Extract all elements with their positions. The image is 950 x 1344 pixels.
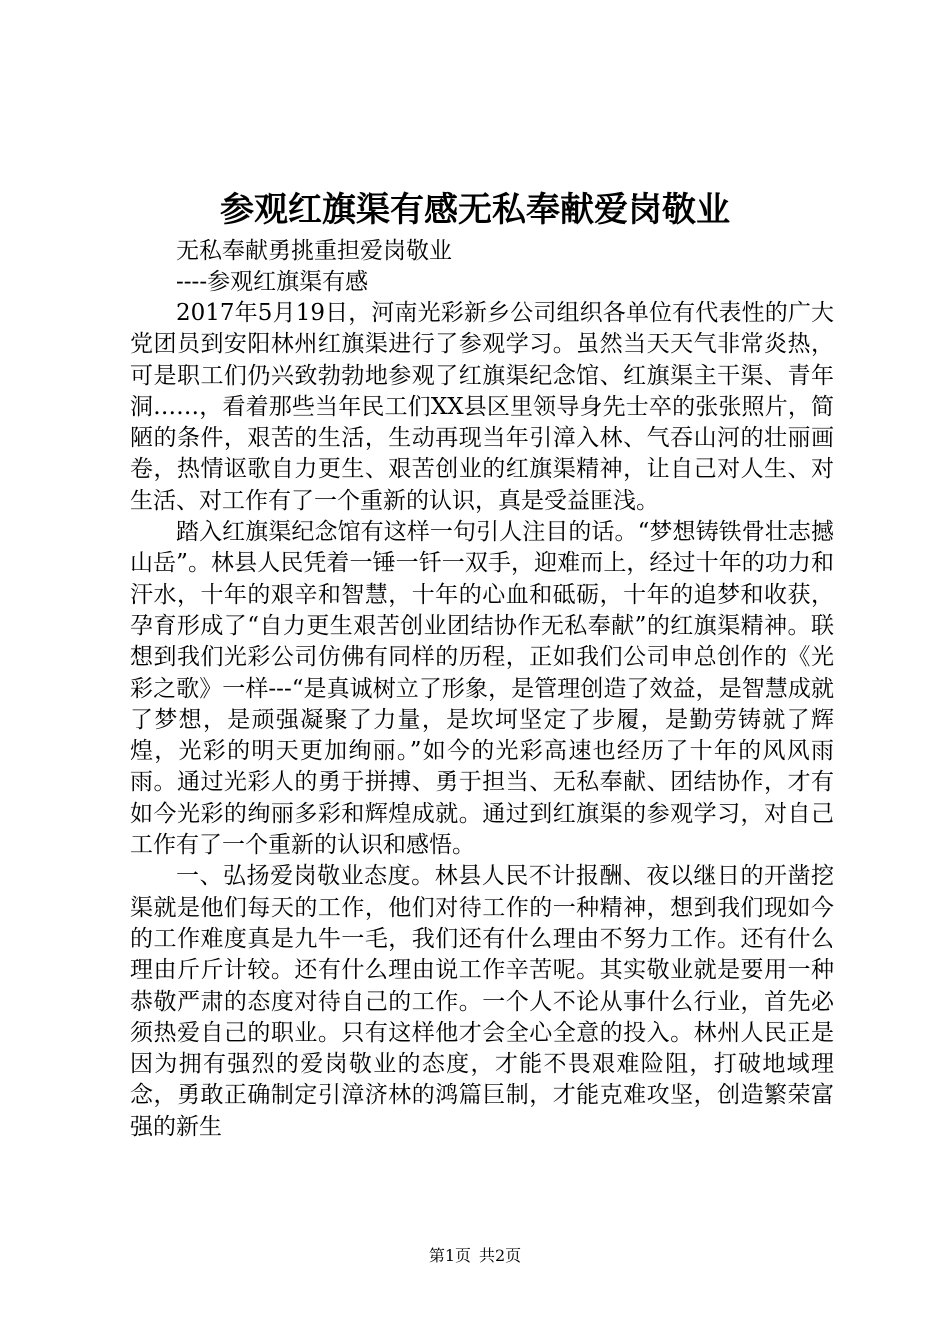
document-body <box>130 236 834 1143</box>
subtitle-line: ----参观红旗渠有感 <box>176 269 369 295</box>
paragraph: 踏入红旗渠纪念馆有这样一句引人注目的话。“梦想铸铁骨壮志撼山岳”。林县人民凭着一锤一钎一双手，迎难而上，经过十年的功力和汗水，十年的艰辛和智慧，十年的心血和砥砺，十年的追梦和收获，孕育形成了“自力更生艰苦创业团结协作无私奉献”的红旗渠精神。联想到我们光彩公司仿佛有同样的历程，正如我们公司申总创作的《光彩之歌》一样---“是真诚树立了形象，是管理创造了效益，是智慧成就了梦想，是顽强凝聚了力量，是坎坷坚定了步履，是勤劳铸就了辉煌，光彩的明天更加绚丽。”如今的光彩高速也经历了十年的风风雨雨。通过光彩人的勇于拼搏、勇于担当、无私奉献、团结协作，才有如今光彩的绚丽多彩和辉煌成就。通过到红旗渠的参观学习，对自己工作有了一个重新的认识和感悟。 <box>130 519 834 859</box>
page-footer <box>0 1245 950 1267</box>
subtitle-line: 无私奉献勇挑重担爱岗敬业 <box>176 238 452 264</box>
paragraph: 一、弘扬爱岗敬业态度。林县人民不计报酬、夜以继日的开凿挖渠就是他们每天的工作，他们对待工作的一种精神，想到我们现如今的工作难度真是九牛一毛，我们还有什么理由不努力工作。还有什么理由斤斤计较。还有什么理由说工作辛苦呢。其实敬业就是要用一种恭敬严肃的态度对待自己的工作。一个人不论从事什么行业，首先必须热爱自己的职业。只有这样他才会全心全意的投入。林州人民正是因为拥有强烈的爱岗敬业的态度，才能不畏艰难险阻，打破地域理念，勇敢正确制定引漳济林的鸿篇巨制，才能克难攻坚，创造繁荣富强的新生 <box>130 863 834 1140</box>
paragraph: 2017年5月19日，河南光彩新乡公司组织各单位有代表性的广大党团员到安阳林州红旗渠进行了参观学习。虽然当天天气非常炎热，可是职工们仍兴致勃勃地参观了红旗渠纪念馆、红旗渠主干渠、青年洞……，看着那些当年民工们XX县区里领导身先士卒的张张照片，简陋的条件，艰苦的生活，生动再现当年引漳入林、气吞山河的壮丽画卷，热情讴歌自力更生、艰苦创业的红旗渠精神，让自己对人生、对生活、对工作有了一个重新的认识，真是受益匪浅。 <box>130 300 834 514</box>
document-title: 参观红旗渠有感无私奉献爱岗敬业 <box>220 190 730 230</box>
page-total: 共2页 <box>479 1246 522 1265</box>
page-number: 第1页 <box>428 1246 471 1265</box>
